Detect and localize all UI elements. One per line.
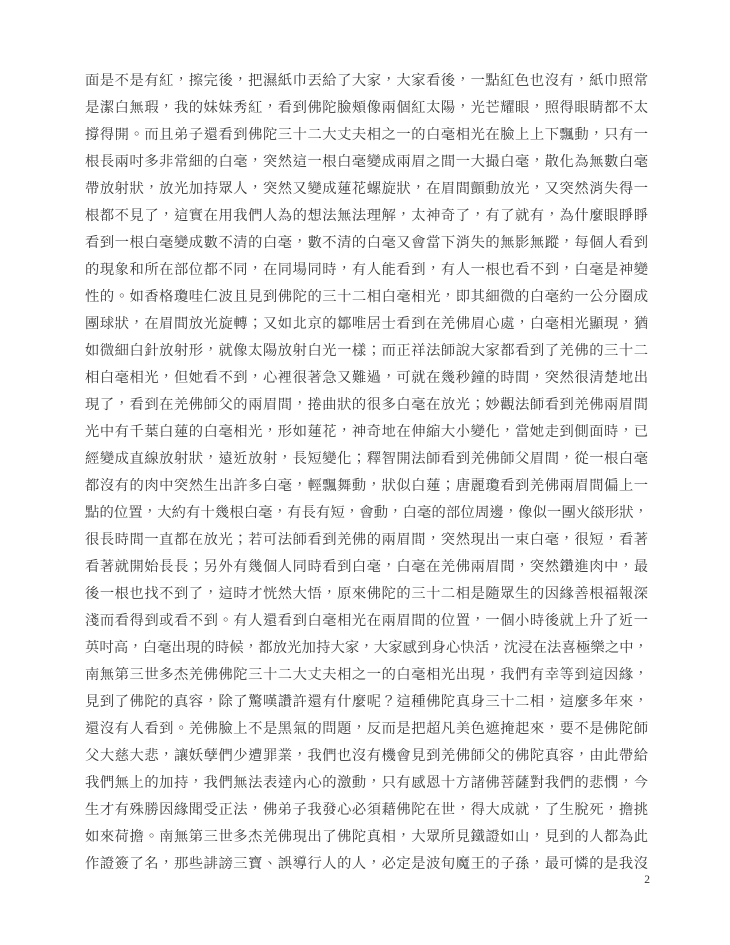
text-line: 生才有殊勝因緣聞受正法，佛弟子我發心必須藉佛陀在世，得大成就，了生脫死，擔挑 bbox=[85, 802, 648, 818]
text-line: 很長時間一直都在放光；若可法師看到羌佛的兩眉間，突然現出一束白毫，很短，看著 bbox=[85, 532, 648, 548]
text-line: 如來荷擔。南無第三世多杰羌佛現出了佛陀真相，大眾所見鐵證如山，見到的人都為此 bbox=[85, 829, 648, 845]
text-line: 的現象和所在部位都不同，在同場同時，有人能看到，有人一根也看不到，白毫是神變 bbox=[85, 262, 648, 278]
text-line: 經變成直線放射狀，遠近放射，長短變化；釋智開法師看到羌佛師父眉間，從一根白毫 bbox=[85, 451, 648, 467]
text-line: 性的。如香格瓊哇仁波且見到佛陀的三十二相白毫相光，即其細微的白毫約一公分圈成 bbox=[85, 289, 648, 305]
text-line: 父大慈大悲，讓妖孽們少遭罪業，我們也沒有機會見到羌佛師父的佛陀真容，由此帶給 bbox=[85, 748, 648, 764]
text-line: 作證簽了名，那些誹謗三寶、誤導行人的人，必定是波旬魔王的子孫，最可憐的是我沒 bbox=[85, 856, 648, 872]
text-line: 後一根也找不到了，這時才恍然大悟，原來佛陀的三十二相是隨眾生的因緣善根福報深 bbox=[85, 586, 648, 602]
text-line: 我們無上的加持，我們無法表達內心的激動，只有感恩十方諸佛菩薩對我們的悲憫，今 bbox=[85, 775, 648, 791]
text-line: 根都不見了，這實在用我們人為的想法無法理解，太神奇了，有了就有，為什麼眼睜睜 bbox=[85, 208, 648, 224]
text-line: 團球狀，在眉間放光旋轉；又如北京的鄒唯居士看到在羌佛眉心處，白毫相光顯現，猶 bbox=[85, 316, 648, 332]
text-line: 南無第三世多杰羌佛佛陀三十二大丈夫相之一的白毫相光出現，我們有幸等到這因緣， bbox=[85, 667, 648, 683]
text-line: 相白毫相光，但她看不到，心裡很著急又難過，可就在幾秒鐘的時間，突然很清楚地出 bbox=[85, 370, 648, 386]
text-line: 是潔白無瑕，我的妹妹秀紅，看到佛陀臉頰像兩個紅太陽，光芒耀眼，照得眼睛都不太 bbox=[85, 100, 648, 116]
text-line: 都沒有的肉中突然生出許多白毫，輕飄舞動，狀似白蓮；唐麗瓊看到羌佛兩眉間偏上一 bbox=[85, 478, 648, 494]
text-line: 現了，看到在羌佛師父的兩眉間，捲曲狀的很多白毫在放光；妙觀法師看到羌佛兩眉間 bbox=[85, 397, 648, 413]
text-line: 帶放射狀，放光加持眾人，突然又變成蓮花螺旋狀，在眉間顫動放光，又突然消失得一 bbox=[85, 181, 648, 197]
text-line: 光中有千葉白蓮的白毫相光，形如蓮花，神奇地在伸縮大小變化，當她走到側面時，已 bbox=[85, 424, 648, 440]
text-line: 看到一根白毫變成數不清的白毫，數不清的白毫又會當下消失的無影無蹤，每個人看到 bbox=[85, 235, 648, 251]
text-line: 淺而看得到或看不到。有人還看到白毫相光在兩眉間的位置，一個小時後就上升了近一 bbox=[85, 613, 648, 629]
text-line: 看著就開始長長；另外有幾個人同時看到白毫，白毫在羌佛兩眉間，突然鑽進肉中，最 bbox=[85, 559, 648, 575]
text-line: 還沒有人看到。羌佛臉上不是黑氣的問題，反而是把超凡美色遮掩起來，要不是佛陀師 bbox=[85, 721, 648, 737]
text-line: 點的位置，大約有十幾根白毫，有長有短，會動，白毫的部位周邊，像似一團火燄形狀， bbox=[85, 505, 648, 521]
text-line: 根長兩吋多非常細的白毫，突然這一根白毫變成兩眉之間一大撮白毫，散化為無數白毫 bbox=[85, 154, 648, 170]
text-line: 英吋高，白毫出現的時候，都放光加持大家，大家感到身心快活，沈浸在法喜極樂之中， bbox=[85, 640, 648, 656]
text-line: 撐得開。而且弟子還看到佛陀三十二大丈夫相之一的白毫相光在臉上上下飄動，只有一 bbox=[85, 127, 648, 143]
page-number: 2 bbox=[644, 874, 650, 886]
text-line: 如微細白針放射形，就像太陽放射白光一樣；而正祥法師說大家都看到了羌佛的三十二 bbox=[85, 343, 648, 359]
text-line: 見到了佛陀的真容，除了驚嘆讚許還有什麼呢？這種佛陀真身三十二相，這麼多年來， bbox=[85, 694, 648, 710]
body-text bbox=[85, 68, 648, 878]
text-line: 面是不是有紅，擦完後，把濕紙巾丟給了大家，大家看後，一點紅色也沒有，紙巾照常 bbox=[85, 73, 648, 89]
